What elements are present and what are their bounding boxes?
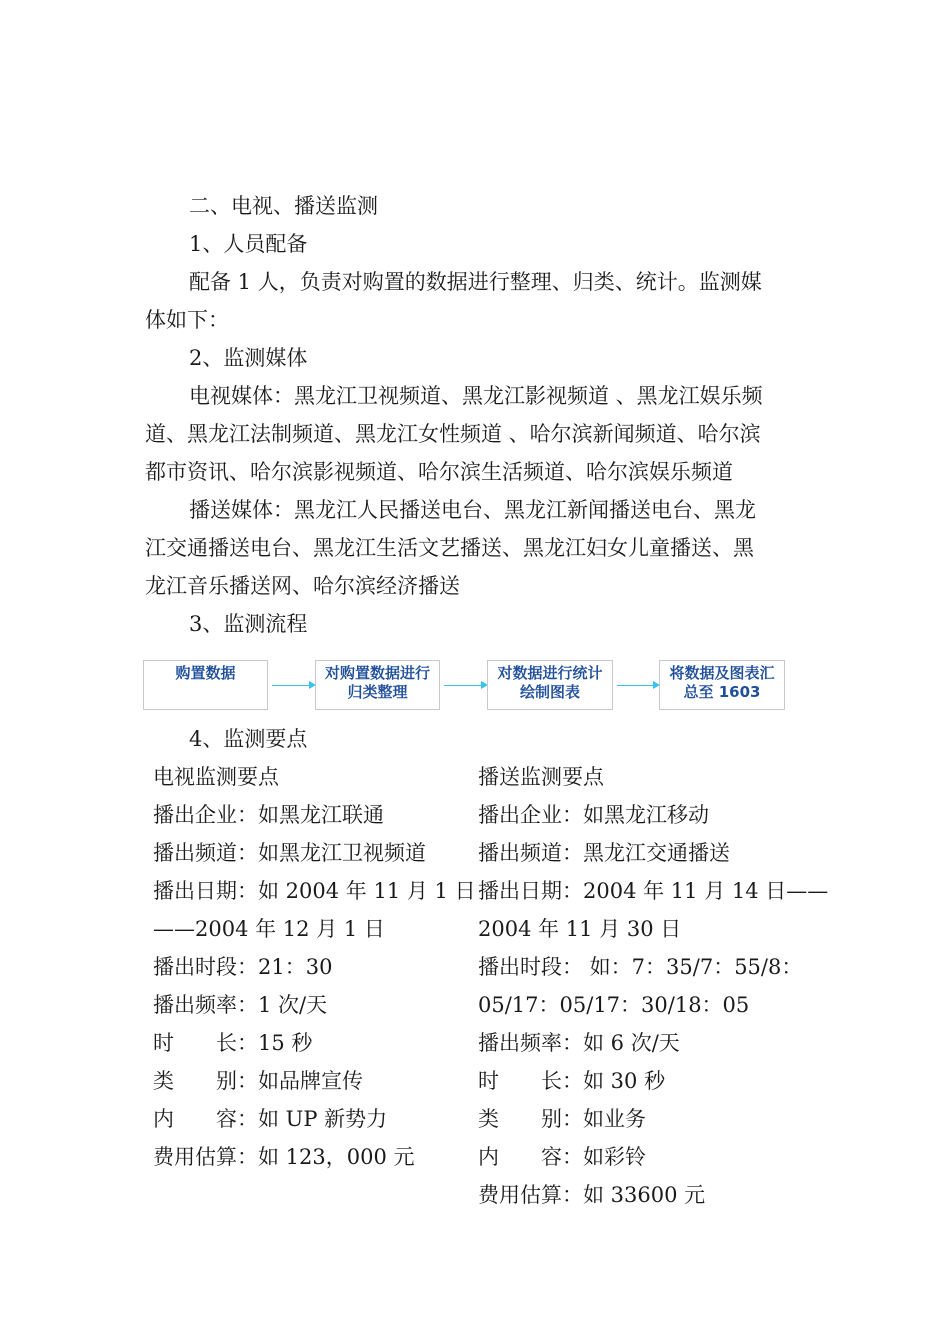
- radio-point-line: 费用估算：如 33600 元: [478, 1183, 706, 1207]
- radio-point-line: 2004 年 11 月 30 日: [478, 917, 682, 941]
- staffing-text-line: 配备 1 人，负责对购置的数据进行整理、归类、统计。监测媒: [189, 270, 762, 294]
- radio-point-line: 类 别：如业务: [478, 1107, 646, 1131]
- points-heading: 4、监测要点: [189, 727, 308, 751]
- flow-arrow-icon: [272, 685, 310, 686]
- flow-step-line: 购置数据: [175, 664, 236, 682]
- radio-point-line: 时 长：如 30 秒: [478, 1069, 666, 1093]
- tv-point-line: 内 容：如 UP 新势力: [153, 1107, 388, 1131]
- flow-arrow-icon: [617, 685, 654, 686]
- radio-media-line: 江交通播送电台、黑龙江生活文艺播送、黑龙江妇女儿童播送、黑: [145, 536, 754, 560]
- tv-point-line: 时 长：15 秒: [153, 1031, 313, 1055]
- flow-step-summary: [659, 660, 785, 710]
- flow-step-line: 对数据进行统计: [497, 664, 603, 682]
- tv-point-line: 播出时段：21：30: [153, 955, 333, 979]
- radio-point-line: 播出频率：如 6 次/天: [478, 1031, 680, 1055]
- radio-point-line: 播出时段： 如：7：35/7：55/8：: [478, 955, 803, 979]
- tv-point-line: ——2004 年 12 月 1 日: [153, 917, 385, 941]
- radio-point-line: 播出企业：如黑龙江移动: [478, 803, 709, 827]
- tv-point-line: 类 别：如品牌宣传: [153, 1069, 363, 1093]
- media-heading: 2、监测媒体: [189, 346, 308, 370]
- tv-media-line: 电视媒体：黑龙江卫视频道、黑龙江影视频道 、黑龙江娱乐频: [189, 384, 763, 408]
- radio-point-line: 05/17：05/17：30/18：05: [478, 993, 750, 1017]
- tv-point-line: 播出频道：如黑龙江卫视频道: [153, 841, 426, 865]
- tv-point-line: 费用估算：如 123，000 元: [153, 1145, 415, 1169]
- flow-step-classify: [315, 660, 440, 710]
- tv-point-line: 播出日期：如 2004 年 11 月 1 日: [153, 879, 476, 903]
- flow-step-line: 对购置数据进行: [324, 664, 430, 682]
- tv-media-line: 道、黑龙江法制频道、黑龙江女性频道 、哈尔滨新闻频道、哈尔滨: [145, 422, 761, 446]
- flow-step-purchase: [143, 660, 268, 710]
- tv-media-line: 都市资讯、哈尔滨影视频道、哈尔滨生活频道、哈尔滨娱乐频道: [145, 460, 733, 484]
- radio-point-line: 播出频道：黑龙江交通播送: [478, 841, 730, 865]
- radio-media-line: 龙江音乐播送网、哈尔滨经济播送: [145, 574, 460, 598]
- tv-point-line: 播出企业：如黑龙江联通: [153, 803, 384, 827]
- radio-point-line: 内 容：如彩铃: [478, 1145, 646, 1169]
- staffing-text-line: 体如下：: [145, 308, 229, 332]
- radio-points-title: 播送监测要点: [478, 765, 604, 789]
- radio-media-line: 播送媒体：黑龙江人民播送电台、黑龙江新闻播送电台、黑龙: [189, 498, 756, 522]
- flow-arrow-icon: [444, 685, 482, 686]
- section-title: 二、电视、播送监测: [189, 194, 378, 218]
- flow-step-statistics: [487, 660, 613, 710]
- flow-step-line: 绘制图表: [519, 683, 580, 701]
- flow-step-line: 归类整理: [347, 683, 408, 701]
- staffing-heading: 1、人员配备: [189, 232, 308, 256]
- process-heading: 3、监测流程: [189, 612, 308, 636]
- tv-points-title: 电视监测要点: [153, 765, 279, 789]
- radio-point-line: 播出日期：2004 年 11 月 14 日——: [478, 879, 829, 903]
- tv-point-line: 播出频率：1 次/天: [153, 993, 328, 1017]
- flow-step-line: 将数据及图表汇: [669, 664, 775, 682]
- flow-step-line: 总至 1603: [683, 683, 761, 701]
